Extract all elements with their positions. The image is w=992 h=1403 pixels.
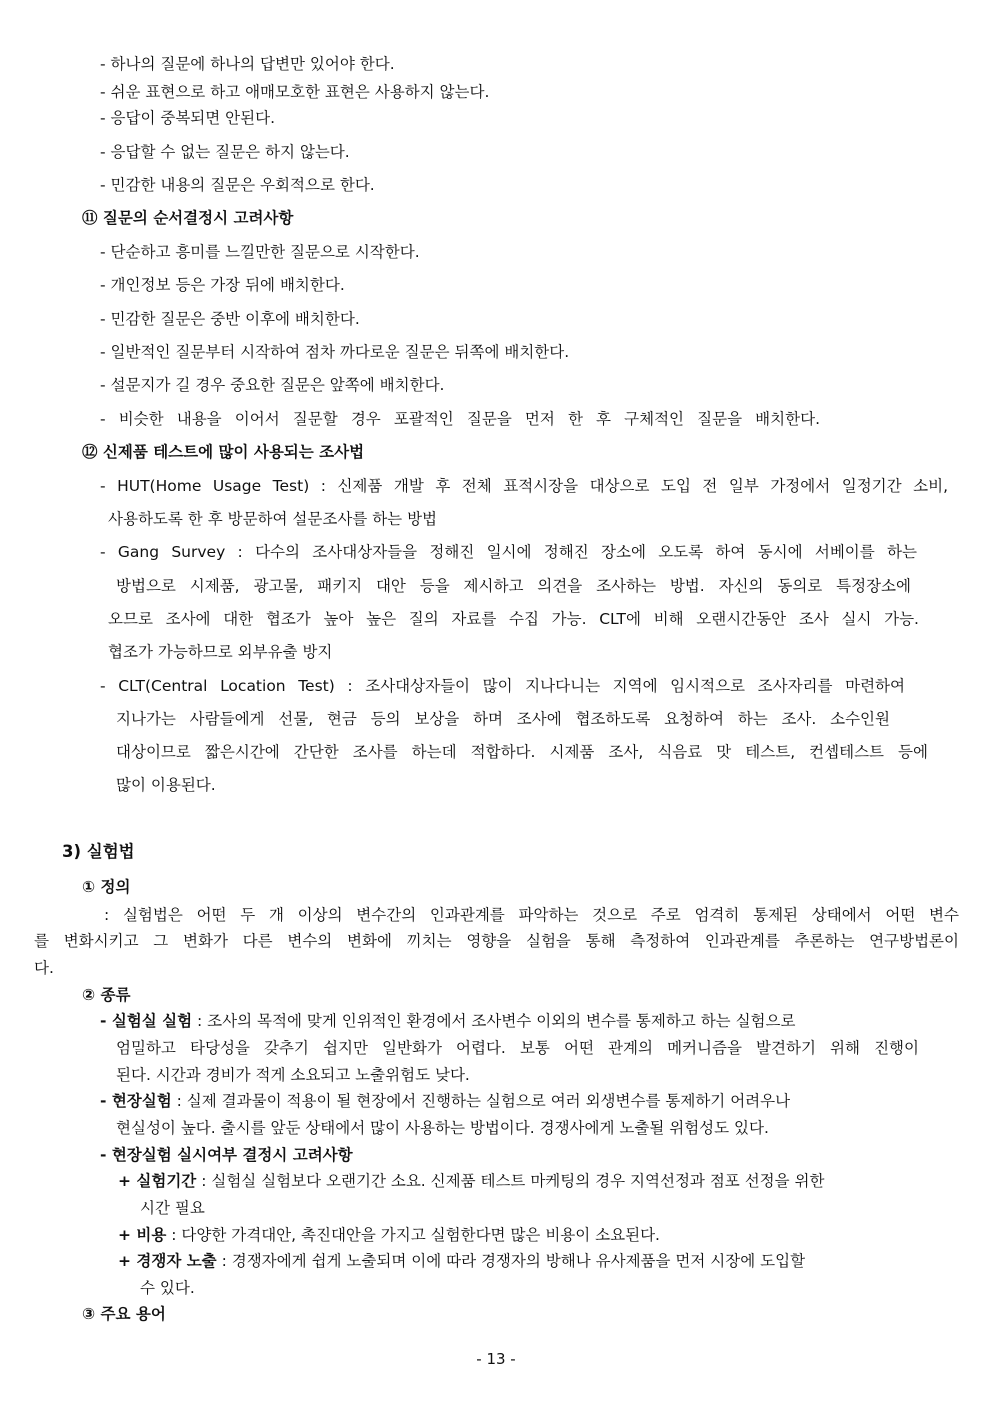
text-line: - 민감한 내용의 질문은 우회적으로 한다.	[100, 176, 375, 194]
text-line: - 민감한 질문은 중반 이후에 배치한다.	[100, 310, 360, 328]
sub-heading: - 현장실험 실시여부 결정시 고려사항	[100, 1146, 353, 1164]
text-line: 대상이므로 짧은시간에 간단한 조사를 하는데 적합하다. 시제품 조사, 식음료 맛 테스트, 컨셉테스트 등에	[116, 743, 928, 761]
text-line	[118, 1225, 660, 1245]
text-line	[100, 1091, 790, 1111]
term-label: + 경쟁자 노출	[118, 1252, 217, 1270]
term-description: : 실제 결과물이 적용이 될 현장에서 진행하는 실험으로 여러 외생변수를 통제하기 어려우나	[171, 1092, 791, 1110]
text-line: 현실성이 높다. 출시를 앞둔 상태에서 많이 사용하는 방법이다. 경쟁사에게 노출될 위험성도 있다.	[116, 1119, 769, 1137]
text-line: 사용하도록 한 후 방문하여 설문조사를 하는 방법	[108, 510, 438, 528]
section-heading: ① 정의	[82, 878, 131, 896]
text-line: - 하나의 질문에 하나의 답변만 있어야 한다.	[100, 55, 395, 73]
section-title: 3) 실험법	[62, 842, 135, 861]
text-line: - Gang Survey : 다수의 조사대상자들을 정해진 일시에 정해진 장소에 오도록 하여 동시에 서베이를 하는	[100, 543, 917, 561]
text-line: - 설문지가 길 경우 중요한 질문은 앞쪽에 배치한다.	[100, 376, 445, 394]
text-line: - 쉬운 표현으로 하고 애매모호한 표현은 사용하지 않는다.	[100, 83, 490, 101]
text-line: 된다. 시간과 경비가 적게 소요되고 노출위험도 낮다.	[116, 1066, 470, 1084]
text-line: 오므로 조사에 대한 협조가 높아 높은 질의 자료를 수집 가능. CLT에 비해 오랜시간동안 조사 실시 가능.	[108, 610, 919, 628]
text-line: - 응답이 중복되면 안된다.	[100, 109, 276, 127]
section-heading: ③ 주요 용어	[82, 1305, 166, 1323]
text-line	[100, 1011, 795, 1031]
term-description: : 다양한 가격대안, 촉진대안을 가지고 실험한다면 많은 비용이 소요된다.	[166, 1226, 660, 1244]
text-line: : 실험법은 어떤 두 개 이상의 변수간의 인과관계를 파악하는 것으로 주로 엄격히 통제된 상태에서 어떤 변수	[104, 906, 959, 924]
text-line: 지나가는 사람들에게 선물, 현금 등의 보상을 하며 조사에 협조하도록 요청하여 하는 조사. 소수인원	[116, 710, 890, 728]
text-line: - 비슷한 내용을 이어서 질문할 경우 포괄적인 질문을 먼저 한 후 구체적인 질문을 배치한다.	[100, 410, 820, 428]
term-description: : 조사의 목적에 맞게 인위적인 환경에서 조사변수 이외의 변수를 통제하고 하는 실험으로	[192, 1012, 796, 1030]
term-label: - 실험실 실험	[100, 1012, 193, 1030]
text-line	[118, 1171, 825, 1191]
text-line: - 개인정보 등은 가장 뒤에 배치한다.	[100, 276, 345, 294]
text-line: 많이 이용된다.	[116, 776, 216, 794]
text-line: 시간 필요	[140, 1199, 205, 1217]
text-line: - 일반적인 질문부터 시작하여 점차 까다로운 질문은 뒤쪽에 배치한다.	[100, 343, 570, 361]
term-label: + 실험기간	[118, 1172, 197, 1190]
text-line: 수 있다.	[140, 1279, 195, 1297]
text-line: - HUT(Home Usage Test) : 신제품 개발 후 전체 표적시장을 대상으로 도입 전 일부 가정에서 일정기간 소비,	[100, 477, 948, 495]
section-heading: ⑪ 질문의 순서결정시 고려사항	[82, 209, 294, 227]
text-line: - 응답할 수 없는 질문은 하지 않는다.	[100, 143, 350, 161]
page-number: - 13 -	[476, 1350, 516, 1368]
text-line: - CLT(Central Location Test) : 조사대상자들이 많이 지나다니는 지역에 임시적으로 조사자리를 마련하여	[100, 677, 905, 695]
term-label: - 현장실험	[100, 1092, 172, 1110]
text-line: 다.	[34, 959, 54, 977]
term-label: + 비용	[118, 1226, 167, 1244]
text-line: 를 변화시키고 그 변화가 다른 변수의 변화에 끼치는 영향을 실험을 통해 측정하여 인과관계를 추론하는 연구방법론이	[34, 932, 959, 950]
text-line: 엄밀하고 타당성을 갖추기 쉽지만 일반화가 어렵다. 보통 어떤 관계의 메커니즘을 발견하기 위해 진행이	[116, 1039, 919, 1057]
term-description: : 경쟁자에게 쉽게 노출되며 이에 따라 경쟁자의 방해나 유사제품을 먼저 시장에 도입할	[216, 1252, 806, 1270]
text-line	[118, 1251, 805, 1271]
term-description: : 실험실 실험보다 오랜기간 소요. 신제품 테스트 마케팅의 경우 지역선정과 점포 선정을 위한	[196, 1172, 825, 1190]
section-heading: ⑫ 신제품 테스트에 많이 사용되는 조사법	[82, 443, 365, 461]
text-line: - 단순하고 흥미를 느낄만한 질문으로 시작한다.	[100, 243, 420, 261]
text-line: 방법으로 시제품, 광고물, 패키지 대안 등을 제시하고 의견을 조사하는 방법. 자신의 동의로 특정장소에	[116, 577, 911, 595]
section-heading: ② 종류	[82, 986, 131, 1004]
text-line: 협조가 가능하므로 외부유출 방지	[108, 643, 333, 661]
